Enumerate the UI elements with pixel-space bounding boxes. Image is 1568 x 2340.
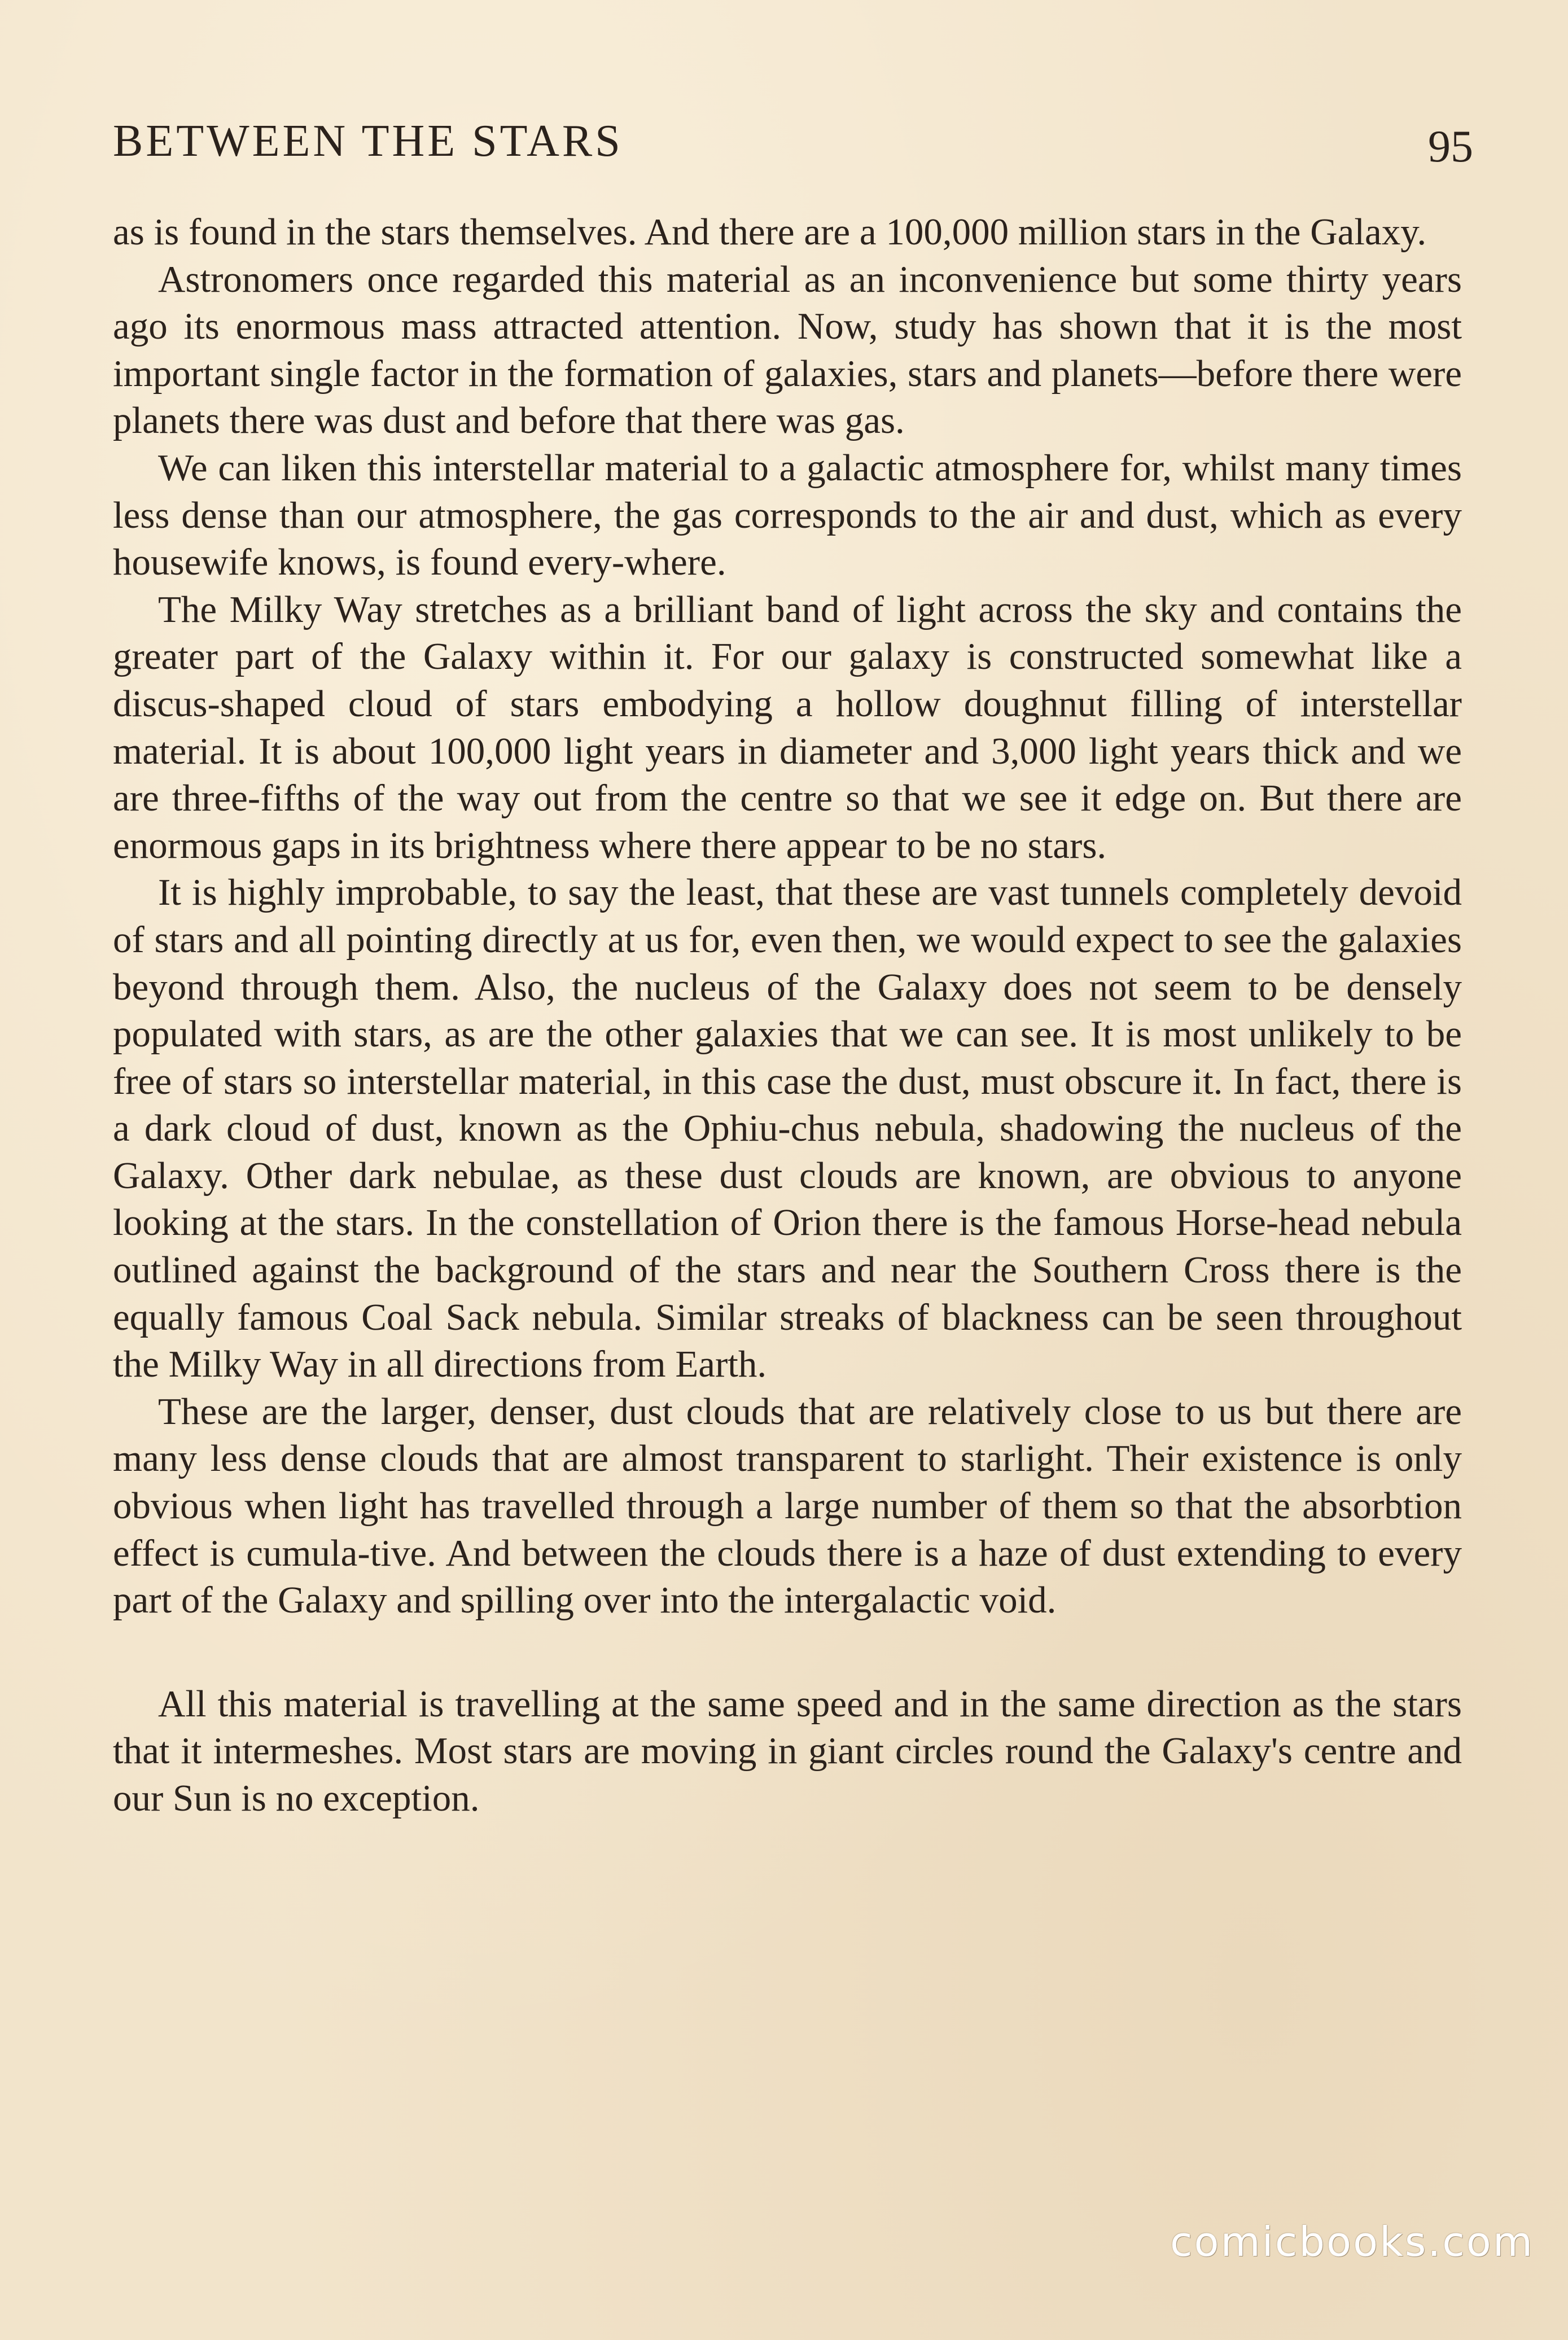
paragraph-3: We can liken this interstellar material to a galactic atmosphere for, whilst many times less dense than our atmosphere, the gas corresponds to the air and dust, which as every housewife knows, is found every-where. bbox=[113, 446, 1462, 584]
running-head: BETWEEN THE STARS bbox=[113, 116, 623, 166]
paragraph-1: as is found in the stars themselves. And there are a 100,000 million stars in the Galaxy. bbox=[113, 211, 1427, 253]
paragraph-4: The Milky Way stretches as a brilliant band of light across the sky and contains the greater part of the Galaxy within it. For our galaxy is constructed somewhat like a discus-shaped cloud of stars embodying a hollow doughnut filling of interstellar material. It is about 100,000 light years in diameter and 3,000 light years thick and we are three-fifths of the way out from the centre so that we see it edge on. But there are enormous gaps in its brightness where there appear to be no stars. bbox=[113, 588, 1462, 866]
watermark-logo: comicbooks.com bbox=[1170, 2218, 1534, 2265]
page-number: 95 bbox=[1428, 122, 1473, 172]
paragraph-2: Astronomers once regarded this material as an inconvenience but some thirty years ago its enormous mass attracted attention. Now, study has shown that it is the most important single factor in the formation of galaxies, stars and planets—before there were planets there was dust and before that there was gas. bbox=[113, 258, 1462, 442]
paragraph-6: These are the larger, denser, dust clouds that are relatively close to us but there are many less dense clouds that are almost transparent to starlight. Their existence is only obvious when light has travelled through a large number of them so that the absorbtion effect is cumula-tive. And between the clouds there is a haze of dust extending to every part of the Galaxy and spilling over into the intergalactic void. bbox=[113, 1390, 1462, 1622]
body-text bbox=[113, 209, 1462, 1822]
paragraph-5: It is highly improbable, to say the least, that these are vast tunnels completely devoid of stars and all pointing directly at us for, even then, we would expect to see the galaxies beyond through them. Also, the nucleus of the Galaxy does not seem to be densely populated with stars, as are the other galaxies that we can see. It is most unlikely to be free of stars so interstellar material, in this case the dust, must obscure it. In fact, there is a dark cloud of dust, known as the Ophiu-chus nebula, shadowing the nucleus of the Galaxy. Other dark nebulae, as these dust clouds are known, are obvious to anyone looking at the stars. In the constellation of Orion there is the famous Horse-head nebula outlined against the background of the stars and near the Southern Cross there is the equally famous Coal Sack nebula. Similar streaks of blackness can be seen throughout the Milky Way in all directions from Earth. bbox=[113, 871, 1462, 1386]
page-header bbox=[113, 110, 1473, 172]
paragraph-7: All this material is travelling at the same speed and in the same direction as the stars that it intermeshes. Most stars are moving in giant circles round the Galaxy's centre and our Sun is no exception. bbox=[113, 1682, 1462, 1819]
